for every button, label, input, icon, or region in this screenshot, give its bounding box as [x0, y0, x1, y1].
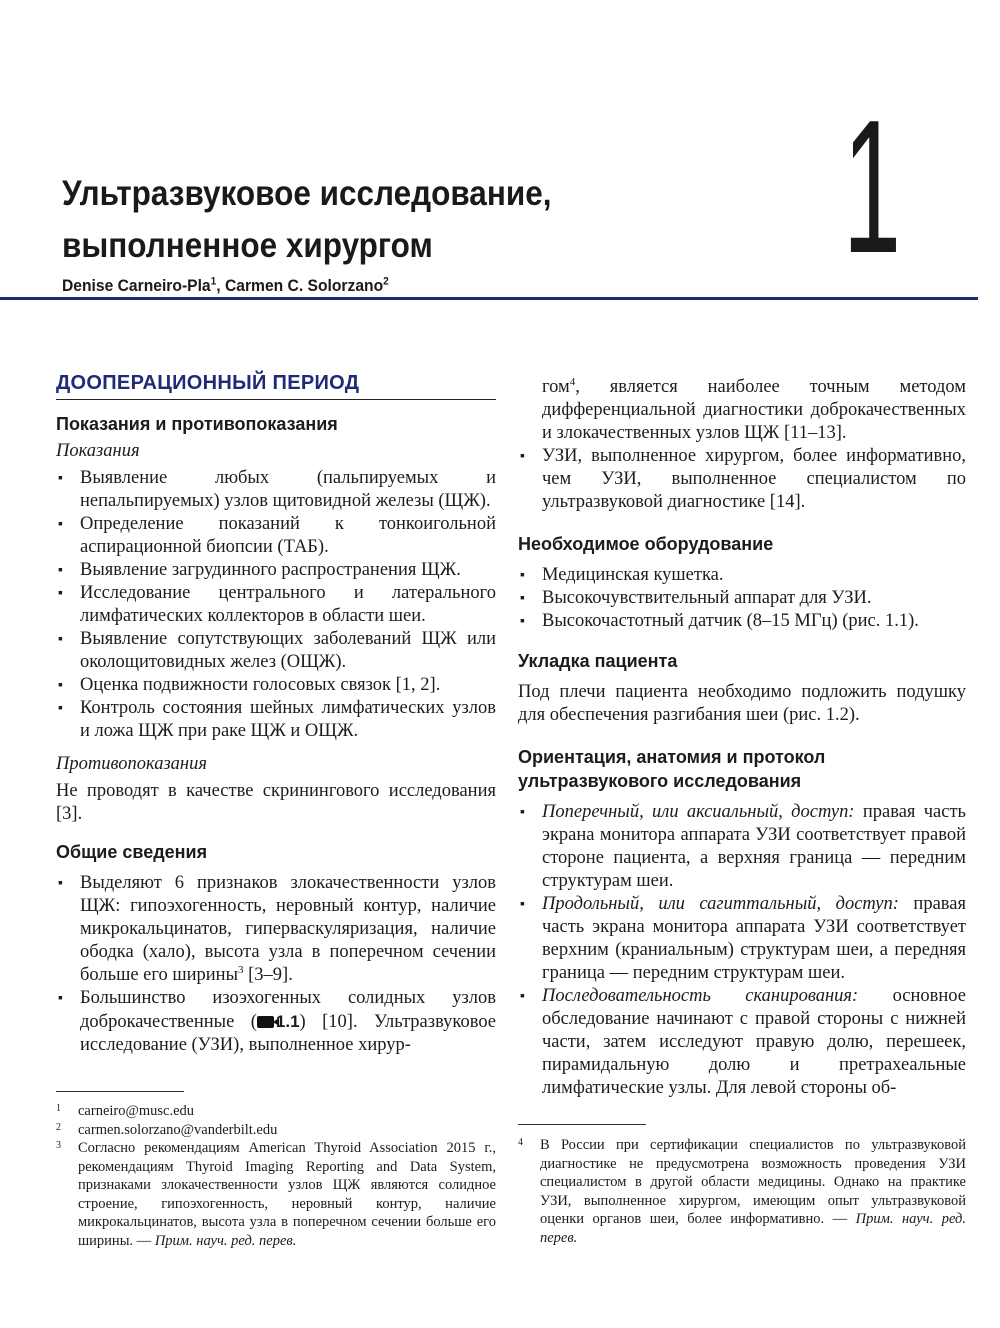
footnote-number: 1: [56, 1103, 61, 1114]
equipment-heading: Необходимое оборудование: [518, 534, 774, 554]
footnote-rule-left: [56, 1091, 184, 1092]
list-item: ▪ Исследование центрального и латерального лимфатических коллекторов в области шеи.: [56, 582, 496, 628]
general-item-2-text: Большинство изоэхогенных солидных узлов доброкачественные (: [80, 988, 496, 1032]
continued-text: [518, 376, 966, 445]
list-item: [518, 985, 966, 1100]
equipment-list: [518, 564, 966, 633]
orientation-list: [518, 801, 966, 1100]
orientation-item-text: правая часть экрана монитора аппарата УЗИ соответствует правой стороне пациента, а верхняя граница — передним структурам шеи.: [542, 802, 966, 891]
author-1-affiliation: 1: [210, 275, 217, 288]
list-item: [56, 987, 496, 1057]
general-item-2-end: ) [10]. Ультразвуковое исследование (УЗИ), выполненное хирур-: [80, 1012, 497, 1055]
orientation-item-lead: Последовательность сканирования:: [542, 986, 859, 1006]
list-item: ▪ Контроль состояния шейных лимфатических узлов и ложа ЩЖ при раке ЩЖ и ОЩЖ.: [56, 697, 496, 743]
footnote-text: Согласно рекомендациям American Thyroid Association 2015 г., рекомендациям Thyroid Imaging Reporting and Data System, признаками злокачественности узлов ЩЖ являются солидное строение, гипоэхогенность, неровный контур, наличие микрокальцинатов, высота узла в поперечном сечении больше его ширины. —: [78, 1140, 496, 1249]
editor-note: Прим. науч. ред. перев.: [154, 1232, 297, 1249]
orientation-item-lead: Поперечный, или аксиальный, доступ:: [542, 802, 855, 822]
footnote-ref-4[interactable]: 4: [569, 375, 576, 388]
footnote-text: В России при сертификации специалистов по ультразвуковой диагностике не предусмотрена возможность проведения УЗИ специалистом в другой области медицины. Однако на практике УЗИ, выполненное хирургом, имеющим опыт ультразвуковой оценки органов шеи, более информативно. —: [540, 1137, 966, 1227]
right-column: [518, 376, 966, 1100]
general-item-1-text: Выделяют 6 признаков злокачественности узлов ЩЖ: гипоэхогенность, неровный контур, наличие микрокальцинатов, гиперваскуляризация, наличие ободка (хало), высота узла в поперечном сечении больше его ширины: [80, 873, 496, 985]
position-heading: Укладка пациента: [518, 651, 678, 671]
chapter-title-line-1: Ультразвуковое исследование,: [62, 174, 552, 213]
footnotes-left: [56, 1102, 496, 1250]
video-camera-icon[interactable]: [257, 1016, 274, 1028]
footnote-3: [56, 1139, 496, 1250]
continued-list: [518, 445, 966, 514]
list-item: ▪ Выявление загрудинного распространения ЩЖ.: [56, 559, 496, 582]
list-item: ▪ Медицинская кушетка.: [518, 564, 966, 587]
orientation-heading-line-2: ультразвукового исследования: [518, 771, 802, 791]
footnotes-right: [518, 1136, 966, 1247]
general-heading: Общие сведения: [56, 842, 208, 862]
position-text: Под плечи пациента необходимо подложить подушку для обеспечения разгибания шеи (рис. 1.2).: [518, 682, 966, 725]
list-item: ▪ УЗИ, выполненное хирургом, более информативно, чем УЗИ, выполненное специалистом по ультразвуковой диагностике [14].: [518, 445, 966, 514]
list-item: ▪ Оценка подвижности голосовых связок [1, 2].: [56, 674, 496, 697]
footnote-number: 3: [56, 1140, 61, 1151]
chapter-title-line-2: выполненное хирургом: [62, 226, 433, 265]
footnote-number: 2: [56, 1121, 61, 1133]
footnote-1: [56, 1102, 496, 1121]
footnote-4: [518, 1136, 966, 1247]
contraindications-text: Не проводят в качестве скринингового исследования [3].: [56, 781, 496, 824]
chapter-number: 1: [842, 81, 902, 293]
list-item: [518, 801, 966, 893]
footnote-2: [56, 1121, 496, 1140]
header-rule: [0, 297, 978, 300]
author-2-affiliation: 2: [383, 275, 389, 288]
orientation-heading: [518, 745, 966, 793]
author-1: Denise Carneiro-Pla: [62, 276, 211, 295]
list-item: ▪ Определение показаний к тонкоигольной аспирационной биопсии (ТАБ).: [56, 513, 496, 559]
indications-list: [56, 467, 496, 743]
left-column: [56, 372, 496, 1057]
orientation-item-text: правая часть экрана монитора аппарата УЗИ соответствует верхним (краниальным) структурам шеи, а передняя граница — передним структурам шеи.: [542, 894, 967, 983]
general-item-1-refs: [3–9].: [243, 965, 293, 985]
continued-end: , является наиболее точным методом дифференциальной диагностики доброкачественных и злокачественных узлов ЩЖ [11–13].: [542, 377, 966, 443]
list-item: ▪ Выявление любых (пальпируемых и непальпируемых) узлов щитовидной железы (ЩЖ).: [56, 467, 496, 513]
footnote-rule-right: [518, 1124, 646, 1125]
editor-note: Прим. науч. ред. перев.: [540, 1211, 966, 1246]
footnote-number: 4: [518, 1137, 523, 1148]
footnote-email-1[interactable]: carneiro@musc.edu: [78, 1103, 195, 1119]
contraindications-subheading: Противопоказания: [56, 754, 207, 774]
footnote-ref-3[interactable]: 3: [238, 963, 244, 976]
general-list: [56, 872, 496, 1057]
orientation-item-text: основное обследование начинают с правой стороны с нижней части, затем исследуют правую долю, перешеек, пирамидальную долю и претрахеальные лимфатические узлы. Для левой стороны об-: [542, 986, 966, 1098]
chapter-title: [62, 168, 692, 272]
list-item: [518, 893, 966, 985]
indications-subheading: Показания: [56, 441, 140, 461]
video-reference[interactable]: 1.1: [275, 1012, 300, 1031]
orientation-heading-line-1: Ориентация, анатомия и протокол: [518, 747, 826, 767]
orientation-item-lead: Продольный, или сагиттальный, доступ:: [542, 894, 899, 914]
author-separator: ,: [216, 276, 225, 295]
list-item: ▪ Высокочувствительный аппарат для УЗИ.: [518, 587, 966, 610]
section-title: ДООПЕРАЦИОННЫЙ ПЕРИОД: [56, 372, 496, 400]
indications-heading: Показания и противопоказания: [56, 414, 338, 434]
list-item: ▪ Выявление сопутствующих заболеваний ЩЖ или околощитовидных желез (ОЩЖ).: [56, 628, 496, 674]
list-item: ▪ Высокочастотный датчик (8–15 МГц) (рис. 1.1).: [518, 610, 966, 633]
authors-line: [62, 276, 389, 296]
list-item: [56, 872, 496, 987]
footnote-email-2[interactable]: carmen.solorzano@vanderbilt.edu: [78, 1121, 278, 1138]
continued-start: гом: [542, 377, 570, 397]
author-2: Carmen C. Solorzano: [224, 276, 384, 295]
